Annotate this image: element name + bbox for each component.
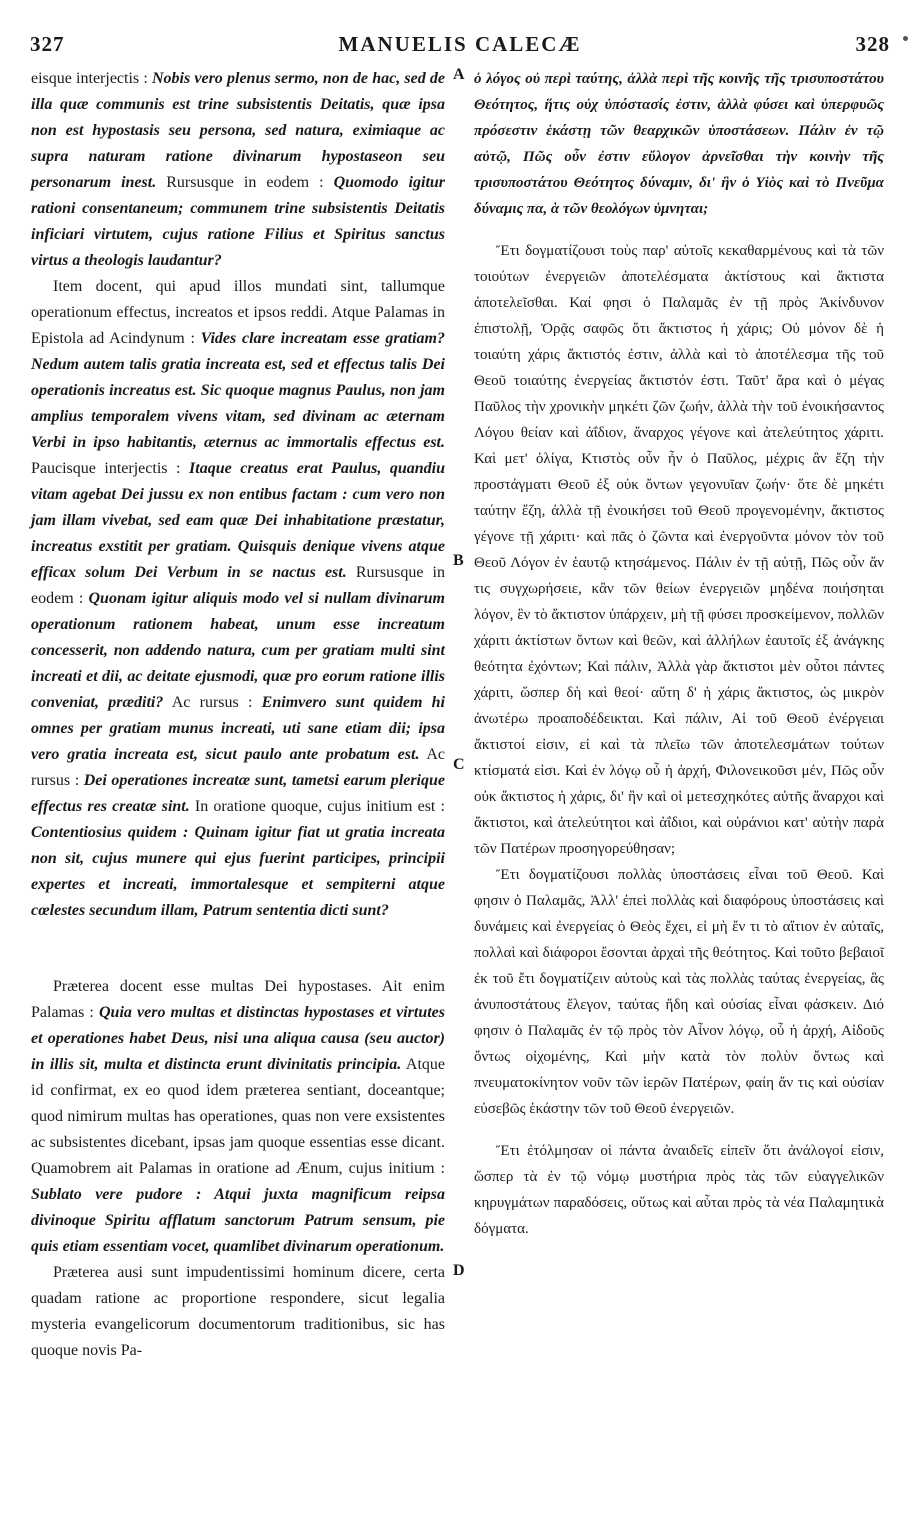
latin-text: Item docent, qui apud illos mundati sint, tallumque operationum effectus, increatos et ipsos reddi. Atque Palamas in Epistola ad Acindynum : — [31, 278, 445, 347]
margin-letter-b: B — [453, 552, 464, 569]
greek-paragraph: Ἔτι δογματίζουσι τοὺς παρ' αὐτοῖς κεκαθαρμένους καὶ τὰ τῶν τοιούτων ἐνεργειῶν ἀποτελέσματα ἀκτίστους καὶ ἄκτιστα ἀποτελεῖσθαι. Καί φησι ὁ Παλαμᾶς ἐν τῇ πρὸς Ἀκίνδυνον ἐπιστολῇ, Ὁρᾷς σαφῶς ὅτι ἄκτιστος ἡ χάρις; Οὐ μόνον δὲ ἡ τοιαύτη χάρις ἄκτιστός ἐστιν, ἀλλὰ καὶ τὸ ἀποτέλεσμα τῆς τοῦ Θεοῦ τοιαύτης ἐνεργείας ἄκτιστόν ἐστι. Ταῦτ' ἄρα καὶ ὁ μέγας Παῦλος τὴν χρονικὴν μηκέτι ζῶν ζωήν, ἀλλὰ τὴν τοῦ ἐνοικήσαντος Λόγου θείαν καὶ ἀΐδιον, ἄναρχος γέγονε καὶ ἀτελεύτητος χάριτι. Καὶ μετ' ὀλίγα, Κτιστὸς οὖν ἦν ὁ Παῦλος, μέχρις ἂν ἔζη τὴν προστάγματι Θεοῦ ἐξ οὐκ ὄντων γεγονυῖαν ζωήν· ὅτε δὲ μηκέτι ταύτην ἔζη, ἀλλὰ τῇ ἐνοικήσει τοῦ Θεοῦ προγενομένην, ἄκτιστος γέγονε τῇ χάριτι· καὶ πᾶς ὁ ζῶντα καὶ ἐνεργοῦντα μόνον τὸν τοῦ Θεοῦ Λόγον ἐν ἑαυτῷ κτησάμενος. Πάλιν ἐν τῇ αὐτῇ, Πῶς οὖν ἄν τις συγχωρήσειε, κἂν τῶν θείων ἐνεργειῶν μηδένα ποιήσηται λόγον, ἓν τὸ ἄκτιστον ὑπάρχειν, μὴ τῇ φύσει προσκείμενον, πολλῶν χάριτι ἀκτίστων ὄντων καὶ θεῶν, καὶ ἀλλήλων ἑαυτοῖς ἐξ ἀνάγκης θεότητα ἐχόντων; Καὶ πάλιν, Ἀλλὰ γὰρ ἄκτιστοι μὲν οὗτοι πάντες χάριτι, ὥσπερ δὴ καὶ θεοί· αὕτη δ' ἡ χάρις ἄκτιστος, ὡς μικρὸν ἀνωτέρω προαποδέδεικται. Καὶ πάλιν, Αἱ τοῦ Θεοῦ ἐνέργειαι ἄκτιστοί εἰσιν, εἰ καὶ τὰ πλεῖω τῶν ἀποτελεσμάτων τούτων κτίσματά εἰσι. Καὶ ἐν λόγῳ οὗ ἡ ἀρχή, Φιλονεικοῦσι μέν, Πῶς οὖν οὐκ ἄκτιστος ἡ χάρις, δι' ἣν καὶ οἱ μετεσχηκότες αὐτῆς ἄναρχοι καὶ ἄκτιστοι, καὶ ἀτελεύτητοι καὶ ἀΐδιοι, καὶ οὐράνιοι κατ' αὐτὴν παρὰ τῶν Πατέρων προσηγορεύθησαν; — [474, 243, 884, 857]
latin-quote: Itaque creatus erat Paulus, quandiu vitam agebat Dei jussu ex non entibus factam : cum vero non jam illam vivebat, sed eam quæ Dei inhabitatione præstatur, increatus exstitit per gratiam. Quisquis denique vivens atque efficax solum Dei Verbum in se nactus est. — [31, 460, 446, 581]
latin-quote: Contentiosius quidem : Quinam igitur fiat ut gratia increata non sit, cujus munere qui ejus fuerint participes, principii expertes et increati, immortalesque et sempiterni atque cœlestes secundum illam, Patrum sententia dicti sunt? — [31, 824, 445, 919]
latin-quote: Enimvero sunt quidem hi omnes per gratiam munus increati, uti sane etiam dii; ipsa vero gratia increata est, sicut paulo ante probatum est. — [31, 694, 446, 763]
latin-text: Rursusque in eodem : — [156, 174, 334, 191]
running-title: MANUELIS CALECÆ — [338, 32, 582, 56]
margin-letter-a: A — [453, 66, 465, 83]
greek-paragraph: ὁ λόγος οὐ περὶ ταύτης, ἀλλὰ περὶ τῆς κοινῆς τῆς τρισυποστάτου Θεότητος, ἥτις οὐχ ὑπόστασίς ἐστιν, ἀλλὰ φύσει καὶ ὑπερφυῶς πρόσεστιν ἑκάστῃ τῶν θεαρχικῶν ὑποστάσεων. Πάλιν ἐν τῷ αὐτῷ, Πῶς οὖν ἐστιν εὔλογον ἀρνεῖσθαι τὴν κοινὴν τῆς τρισυποστάτου Θεότητος δύναμιν, δι' ἣν ὁ Υἱὸς καὶ τὸ Πνεῦμα δύναμις πα, ὰ τῶν θεολόγων ὑμνηται; — [474, 71, 884, 217]
latin-quote: Dei operationes increatæ sunt, tametsi earum plerique effectus res creatæ sint. — [31, 772, 445, 815]
latin-text: Rursusque in eodem : — [31, 564, 446, 607]
print-speck — [903, 36, 908, 41]
latin-text: Ac rursus : — [31, 746, 446, 789]
page-number-left: 327 — [30, 32, 65, 56]
greek-column — [474, 66, 884, 1242]
latin-paragraph — [31, 274, 445, 924]
latin-text: In oratione quoque, cujus initium est : — [189, 798, 445, 815]
latin-text: Præterea ausi sunt impudentissimi hominum dicere, certa quadam ratione ac proportione respondere, sicut legalia mysteria evangelicorum documentorum traditionibus, sic has quoque novis Pa- — [31, 1264, 445, 1359]
latin-column — [31, 66, 445, 1364]
page-number-right: 328 — [855, 32, 890, 56]
margin-letter-d: D — [453, 1262, 465, 1279]
latin-quote: Quia vero multas et distinctas hypostases et virtutes et operationes habet Deus, nisi una aliqua causa (seu auctor) in illis sit, multa et distincta erunt divinitatis principia. — [31, 1004, 446, 1073]
margin-letter-c: C — [453, 756, 465, 773]
latin-paragraph — [31, 974, 445, 1260]
greek-paragraph: Ἔτι δογματίζουσι πολλὰς ὑποστάσεις εἶναι τοῦ Θεοῦ. Καὶ φησιν ὁ Παλαμᾶς, Ἀλλ' ἐπεὶ πολλὰς καὶ διαφόρους ὑποστάσεις καὶ δυνάμεις καὶ ἐνεργείας ὁ Θεὸς ἔχει, εἰ μὴ ἔν τι τὸ αἴτιον ἐν αὐταῖς, πολλαὶ καὶ διάφοροι ἔσονται ἀρχαὶ τῆς θεότητος. Καὶ τοῦτο βεβαιοῖ ἐκ τοῦ ἔτι δογματίζειν αὐτοὺς καὶ τὰς πολλὰς ταύτας ἐνεργείας, ἃς ἀνυποστάτους ἔλεγον, ταύτας ἤδη καὶ οὐσίας εἶναι φάσκειν. Διό φησιν ὁ Παλαμᾶς ἐν τῷ πρὸς τὸν Αἶνον λόγῳ, οὗ ἡ ἀρχή, Αἰδοῦς ὄντως οἰχομένης, Καὶ μὴν κατὰ τὸν πολὺν ὄντως καὶ πνευματοκίνητον νοῦν τῶν ἱερῶν Πατέρων, φαίη ἄν τις καὶ οὐσίαν εὐσεβῶς ἑκάστην τῶν τοῦ Θεοῦ ἐνεργειῶν. — [474, 867, 884, 1117]
latin-paragraph — [31, 1260, 445, 1364]
running-header — [30, 32, 890, 62]
latin-paragraph — [31, 66, 445, 274]
latin-text: eisque interjectis : — [31, 70, 152, 87]
latin-quote: Quomodo igitur rationi consentaneum; communem trine subsistentis Deitatis inficiari virtutem, cujus ratione Filius et Spiritus sanctus virtus a theologis laudantur? — [31, 174, 446, 269]
latin-quote: Sublato vere pudore : Atqui juxta magnificum reipsa divinoque Spiritu afflatum sanctorum Patrum sensum, pie quis etiam essentiam vocet, quamlibet divinarum operationum. — [31, 1186, 445, 1255]
latin-quote: Nobis vero plenus sermo, non de hac, sed de illa quæ communis est trine subsistentis Deitatis, quæ ipsa non est hypostasis seu persona, sed natura, eximiaque ac supra naturam ratione divinarum hypostaseon seu personarum inest. — [31, 70, 446, 191]
latin-text: Præterea docent esse multas Dei hypostases. Ait enim Palamas : — [31, 978, 445, 1021]
latin-text: Atque id confirmat, ex eo quod idem præterea sentiant, doceantque; quod nimirum multas has operationes, quas non vere exsistentes ac subsistentes dicebant, ipsas jam quoque essentias esse dicant. Quamobrem ait Palamas in oratione ad Ænum, cujus initium : — [31, 1056, 445, 1177]
latin-text: Ac rursus : — [163, 694, 262, 711]
latin-quote: Vides clare increatam esse gratiam? Nedum autem talis gratia increata est, sed et effectus talis Dei operationis increatus est. Sic quoque magnus Paulus, non jam amplius temporalem vivens vitam, sed divinam ac æternam Verbi in ipso habitantis, æternus ac immortalis effectus est. — [31, 330, 445, 451]
latin-quote: Quonam igitur aliquis modo vel si nullam divinarum operationum rationem habeat, unum esse increatum concesserit, non addendo natura, cum per gratiam multi sint increati et dii, ac deitate ejusmodi, quæ pro eorum ratione illis conveniat, præditi? — [31, 590, 445, 711]
latin-text: Paucisque interjectis : — [31, 460, 190, 477]
greek-paragraph: Ἔτι ἐτόλμησαν οἱ πάντα ἀναιδεῖς εἰπεῖν ὅτι ἀνάλογοί εἰσιν, ὥσπερ τὰ ἐν τῷ νόμῳ μυστήρια πρὸς τὰς τῶν εὐαγγελικῶν κηρυγμάτων παραδόσεις, οὕτως καὶ αὗται πρὸς τὰ νέα Παλαμητικὰ δόγματα. — [474, 1143, 884, 1237]
